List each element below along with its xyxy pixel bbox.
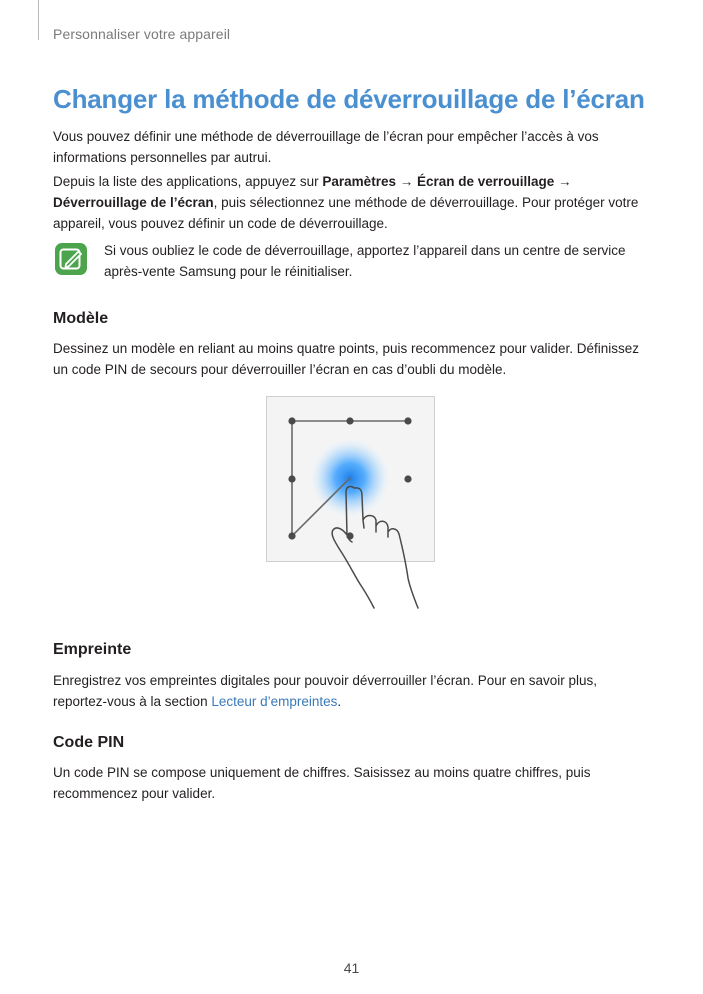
section-text-modele: Dessinez un modèle en reliant au moins quatre points, puis recommencez pour valider. Définissez un code PIN de secours pour déverrouiller l’écran en cas d’oubli du modèle. <box>53 341 640 377</box>
instruction-prefix: Depuis la liste des applications, appuyez sur <box>53 174 323 189</box>
section-heading-empreinte: Empreinte <box>53 641 132 658</box>
pattern-dot <box>346 417 353 424</box>
section-text-code-pin: Un code PIN se compose uniquement de chiffres. Saisissez au moins quatre chiffres, puis recommencez pour valider. <box>53 765 591 801</box>
page-number: 41 <box>343 960 360 976</box>
section-text-empreinte <box>53 670 653 712</box>
menu-path-parametres: Paramètres <box>322 174 396 189</box>
instruction-paragraph <box>53 171 653 234</box>
menu-path-deverrouillage: Déverrouillage de l’écran <box>53 195 214 210</box>
breadcrumb: Personnaliser votre appareil <box>53 26 231 42</box>
pattern-dot <box>288 475 295 482</box>
note-pencil-icon <box>55 243 87 275</box>
empreinte-text: Enregistrez vos empreintes digitales pour pouvoir déverrouiller l’écran. Pour en savoir plus, reportez-vous à la section <box>53 673 598 709</box>
note-text: Si vous oubliez le code de déverrouillage, apportez l’appareil dans un centre de service après-vente Samsung pour le réinitialiser. <box>104 243 626 279</box>
pattern-dot <box>288 417 295 424</box>
pattern-lock-illustration <box>266 396 436 610</box>
section-heading-modele: Modèle <box>53 310 109 327</box>
instruction-suffix: , puis sélectionnez une méthode de déverrouillage. Pour protéger votre appareil, vous pouvez définir un code de déverrouillage. <box>53 195 639 231</box>
pattern-dot <box>404 417 411 424</box>
page-title: Changer la méthode de déverrouillage de l’écran <box>53 84 645 114</box>
pattern-dot <box>404 475 411 482</box>
pattern-dot <box>288 532 295 539</box>
arrow-1: → <box>395 174 417 189</box>
link-lecteur-empreintes[interactable]: Lecteur d’empreintes <box>211 694 338 709</box>
arrow-2: → <box>554 174 572 189</box>
menu-path-ecran-verrouillage: Écran de verrouillage <box>416 174 555 189</box>
section-heading-code-pin: Code PIN <box>53 734 125 751</box>
intro-paragraph: Vous pouvez définir une méthode de déverrouillage de l’écran pour empêcher l’accès à vos informations personnelles par autrui. <box>53 129 599 165</box>
header-rule <box>38 0 39 40</box>
empreinte-text-end: . <box>337 694 342 709</box>
